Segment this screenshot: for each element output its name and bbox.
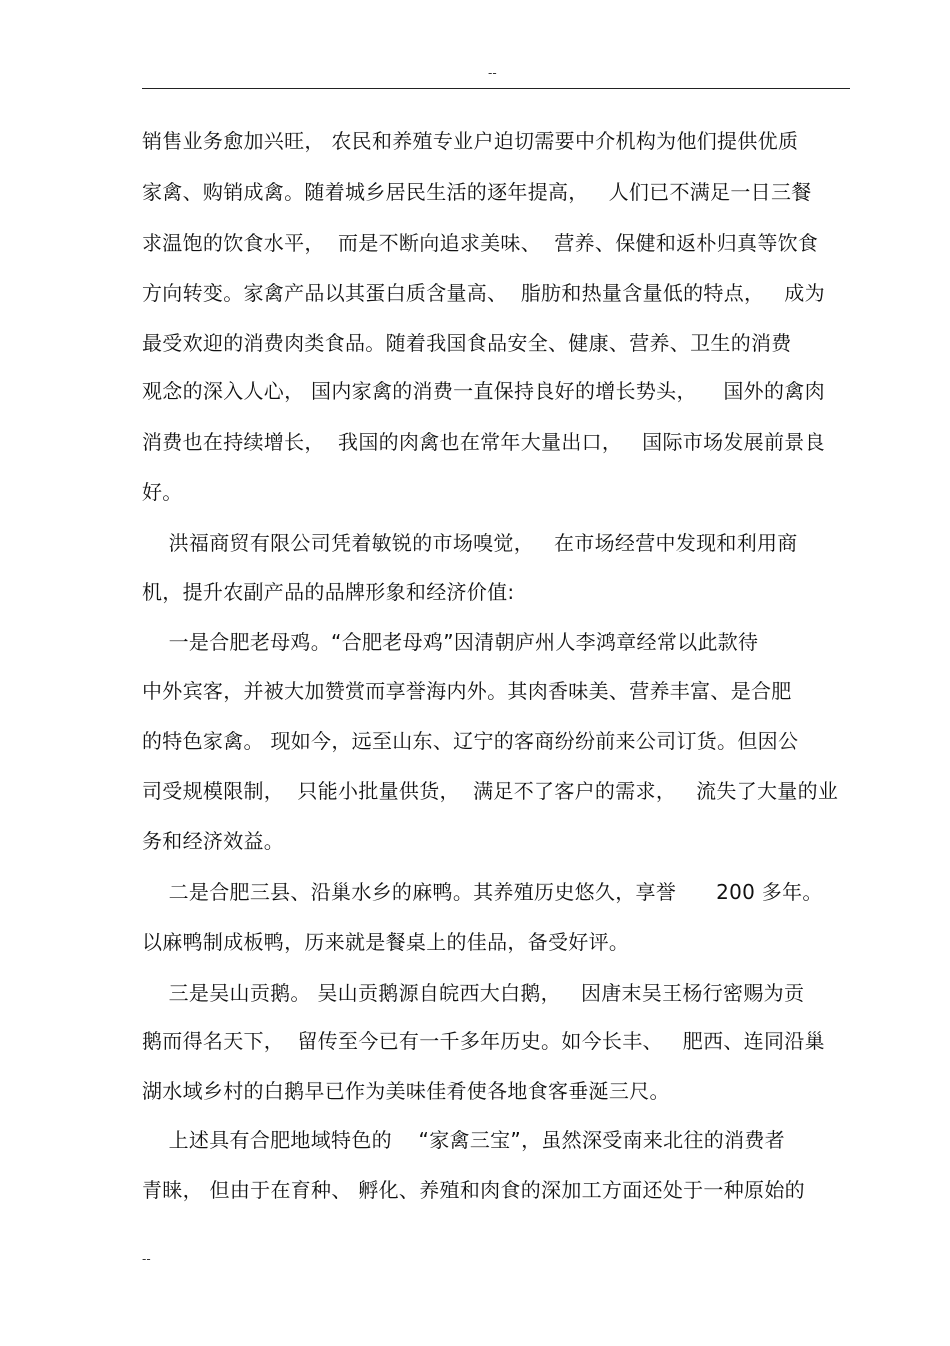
text-line-13: 的特色家禽。 现如今，远至山东、辽宁的客商纷纷前来公司订货。但因公 xyxy=(142,729,799,753)
text-line-16: 二是合肥三县、沿巢水乡的麻鸭。其养殖历史悠久，享誉 200 多年。 xyxy=(142,880,823,904)
text-line-17: 以麻鸭制成板鸭，历来就是餐桌上的佳品，备受好评。 xyxy=(142,930,630,954)
header-rule xyxy=(142,88,850,89)
text-line-21: 上述具有合肥地域特色的 “家禽三宝”，虽然深受南来北往的消费者 xyxy=(142,1128,785,1152)
text-line-10: 机，提升农副产品的品牌形象和经济价值: xyxy=(142,580,515,604)
text-line-5: 最受欢迎的消费肉类食品。随着我国食品安全、健康、营养、卫生的消费 xyxy=(142,331,792,355)
text-line-9: 洪福商贸有限公司凭着敏锐的市场嗅觉， 在市场经营中发现和利用商 xyxy=(142,531,798,555)
text-line-22: 青睐， 但由于在育种、 孵化、养殖和肉食的深加工方面还处于一种原始的 xyxy=(142,1178,805,1202)
text-line-11: 一是合肥老母鸡。“合肥老母鸡”因清朝庐州人李鸿章经常以此款待 xyxy=(142,630,759,654)
text-line-1: 销售业务愈加兴旺， 农民和养殖专业户迫切需要中介机构为他们提供优质 xyxy=(142,129,799,153)
text-line-14: 司受规模限制， 只能小批量供货， 满足不了客户的需求， 流失了大量的业 xyxy=(142,779,839,803)
text-line-7: 消费也在持续增长， 我国的肉禽也在常年大量出口， 国际市场发展前景良 xyxy=(142,430,825,454)
text-line-6: 观念的深入人心， 国内家禽的消费一直保持良好的增长势头， 国外的禽肉 xyxy=(142,379,825,403)
text-line-15: 务和经济效益。 xyxy=(142,829,285,853)
text-line-3: 求温饱的饮食水平， 而是不断向追求美味、 营养、保健和返朴归真等饮食 xyxy=(142,231,819,255)
text-line-20: 湖水域乡村的白鹅早已作为美味佳肴使各地食客垂涎三尺。 xyxy=(142,1079,670,1103)
text-line-12: 中外宾客，并被大加赞赏而享誉海内外。其肉香味美、营养丰富、是合肥 xyxy=(142,679,792,703)
text-line-4: 方向转变。家禽产品以其蛋白质含量高、 脂肪和热量含量低的特点， 成为 xyxy=(142,281,825,305)
text-line-8: 好。 xyxy=(142,480,183,504)
text-line-18: 三是吴山贡鹅。 吴山贡鹅源自皖西大白鹅， 因唐末吴王杨行密赐为贡 xyxy=(142,981,805,1005)
text-line-2: 家禽、购销成禽。随着城乡居民生活的逐年提高， 人们已不满足一日三餐 xyxy=(142,180,812,204)
text-line-19: 鹅而得名天下， 留传至今已有一千多年历史。如今长丰、 肥西、连同沿巢 xyxy=(142,1029,825,1053)
header-mark: -- xyxy=(488,66,497,80)
footer-mark: -- xyxy=(142,1252,151,1266)
